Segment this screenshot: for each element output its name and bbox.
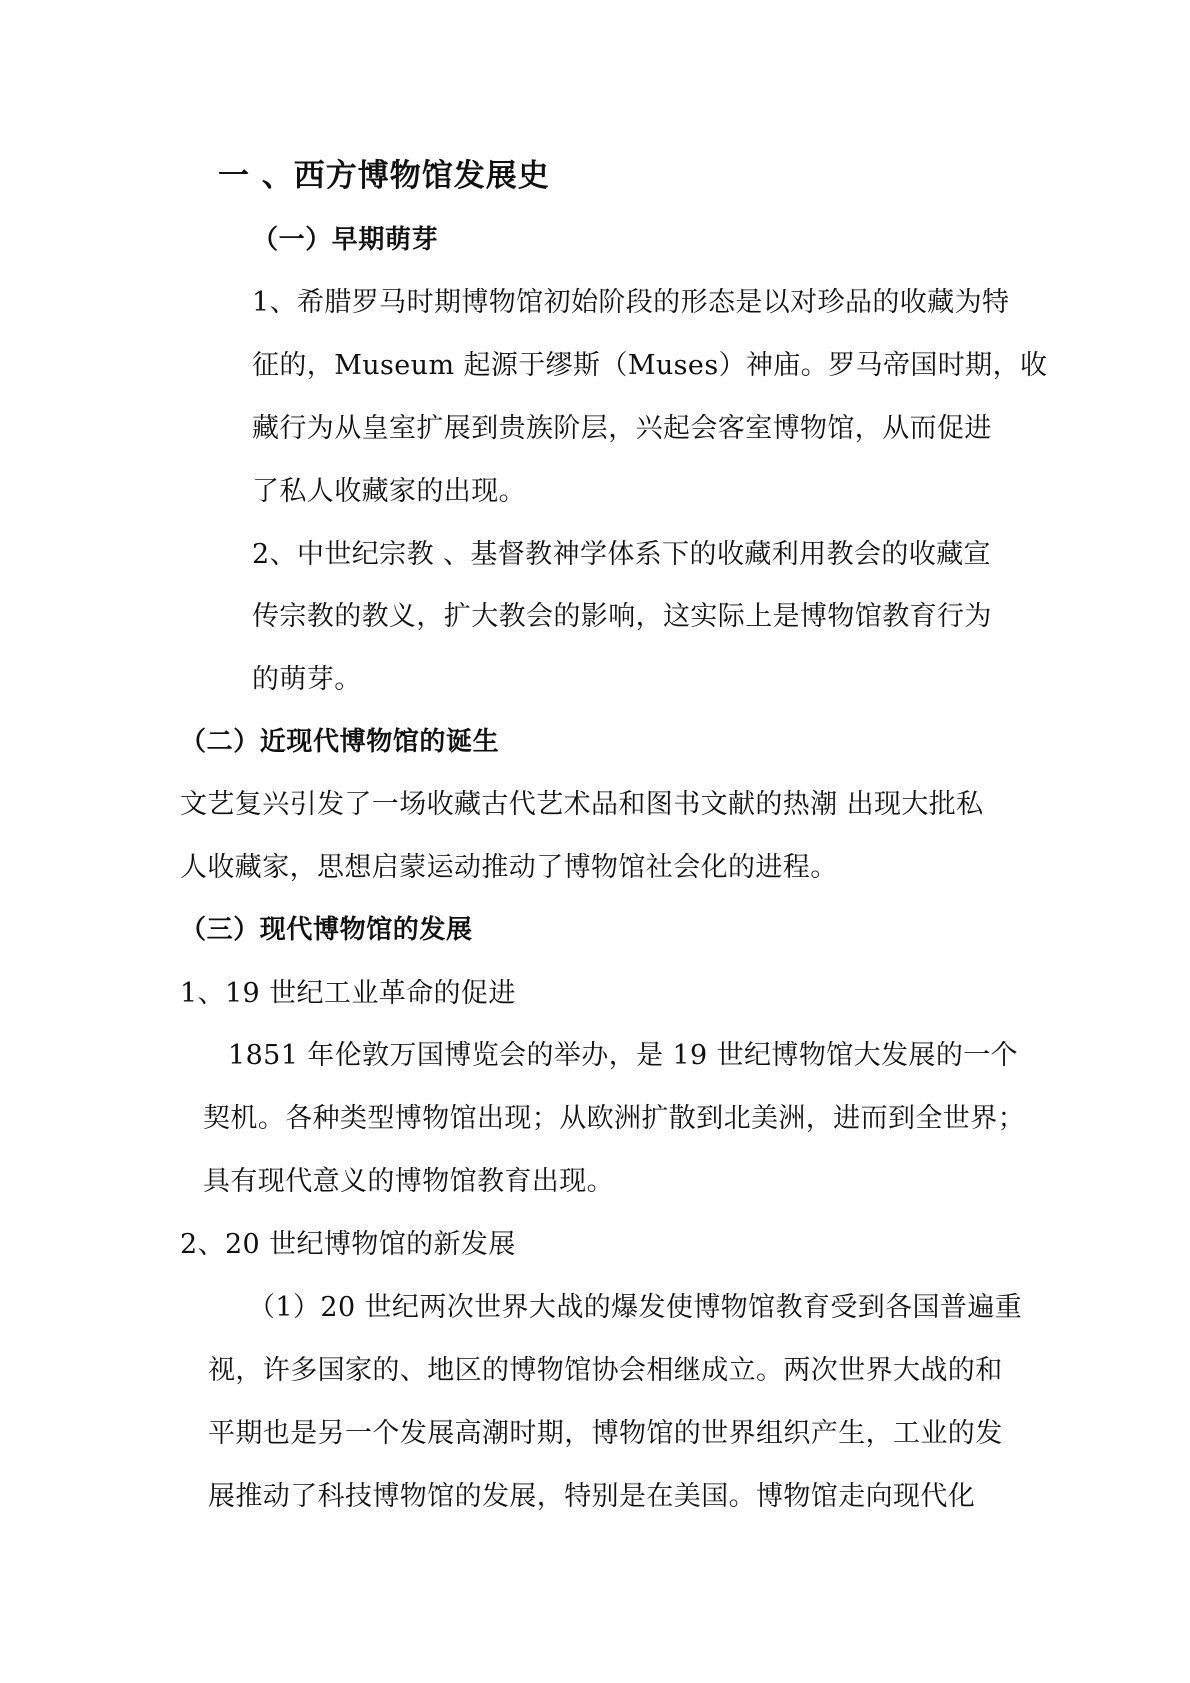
paragraph-line: 人收藏家，思想启蒙运动推动了博物馆社会化的进程。 (180, 852, 838, 883)
section-1-title: （一）早期萌芽 (252, 225, 439, 255)
paragraph-line: 视，许多国家的、地区的博物馆协会相继成立。两次世界大战的和 (208, 1355, 1003, 1386)
paragraph-line: 传宗教的教义，扩大教会的影响，这实际上是博物馆教育行为 (252, 601, 992, 632)
paragraph-line: 2、中世纪宗教 、基督教神学体系下的收藏利用教会的收藏宣 (252, 539, 991, 570)
paragraph-line: 1、希腊罗马时期博物馆初始阶段的形态是以对珍品的收藏为特 (252, 287, 1010, 318)
paragraph-line: （1）20 世纪两次世界大战的爆发使博物馆教育受到各国普遍重 (248, 1292, 1023, 1323)
paragraph-line: 了私人收藏家的出现。 (252, 476, 526, 507)
main-heading: 一 、西方博物馆发展史 (218, 158, 550, 194)
paragraph-line: 平期也是另一个发展高潮时期，博物馆的世界组织产生，工业的发 (208, 1418, 1003, 1449)
subsection-2-title: 2、20 世纪博物馆的新发展 (180, 1229, 516, 1260)
paragraph-line: 文艺复兴引发了一场收藏古代艺术品和图书文献的热潮 出现大批私 (180, 789, 984, 820)
paragraph-line: 的萌芽。 (252, 664, 362, 695)
paragraph-line: 藏行为从皇室扩展到贵族阶层，兴起会客室博物馆，从而促进 (252, 413, 992, 444)
paragraph-line: 展推动了科技博物馆的发展，特别是在美国。博物馆走向现代化 (208, 1481, 976, 1512)
paragraph-line: 具有现代意义的博物馆教育出现。 (203, 1166, 614, 1197)
paragraph-line: 1851 年伦敦万国博览会的举办，是 19 世纪博物馆大发展的一个 (228, 1040, 1019, 1071)
subsection-1-title: 1、19 世纪工业革命的促进 (180, 978, 516, 1009)
paragraph-line: 契机。各种类型博物馆出现；从欧洲扩散到北美洲，进而到全世界； (203, 1103, 1025, 1134)
paragraph-line: 征的，Museum 起源于缪斯（Muses）神庙。罗马帝国时期，收 (252, 350, 1048, 381)
section-2-title: （二）近现代博物馆的诞生 (180, 727, 500, 757)
section-3-title: （三）现代博物馆的发展 (180, 915, 473, 945)
